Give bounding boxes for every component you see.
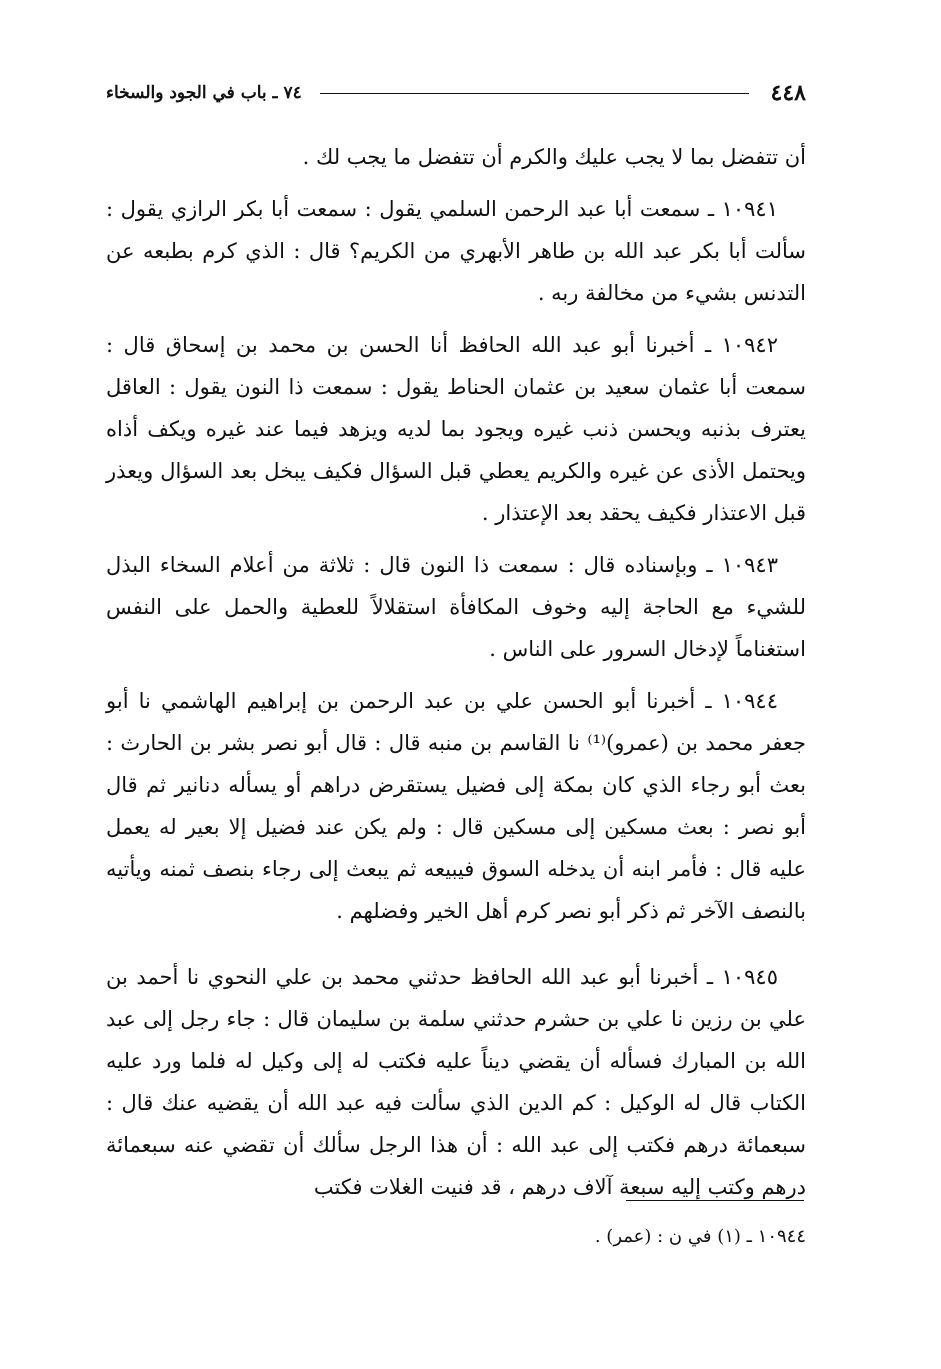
page-body (106, 136, 806, 1218)
paragraph-continuation: أن تتفضل بما لا يجب عليك والكرم أن تتفضل ما يجب لك . (302, 145, 806, 169)
paragraph-10943: ١٠٩٤٣ ـ وبإسناده قال : سمعت ذا النون قال : ثلاثة من أعلام السخاء البذل للشيء مع الحاجة إليه وخوف المكافأة استقلالاً للعطية والحمل على النفس استغناماً لإدخال السرور على الناس . (106, 553, 806, 661)
paragraph-10942: ١٠٩٤٢ ـ أخبرنا أبو عبد الله الحافظ أنا الحسن بن محمد بن إسحاق قال : سمعت أبا عثمان سعيد بن عثمان الحناط يقول : سمعت ذا النون يقول : العاقل يعترف بذنبه ويحسن ذنب غيره ويجود بما لديه ويزهد فيما عند غيره ويكف أذاه ويحتمل الأذى عن غيره والكريم يعطي قبل السؤال فكيف يبخل بعد السؤال ويعذر قبل الاعتذار فكيف يحقد بعد الإعتذار . (106, 333, 806, 525)
paragraph-10941: ١٠٩٤١ ـ سمعت أبا عبد الرحمن السلمي يقول : سمعت أبا بكر الرازي يقول : سألت أبا بكر عبد الله بن طاهر الأبهري من الكريم؟ قال : الذي كرم بطبعه عن التدنس بشيء من مخالفة ربه . (106, 197, 806, 305)
footnote-rule (626, 1200, 804, 1201)
page-number: ٤٤٨ (770, 80, 806, 106)
running-title: ٧٤ ـ باب في الجود والسخاء (106, 83, 302, 103)
page-header (106, 78, 806, 108)
paragraph-10945: ١٠٩٤٥ ـ أخبرنا أبو عبد الله الحافظ حدثني محمد بن علي النحوي نا أحمد بن علي بن رزين نا علي بن حشرم حدثني سلمة بن سليمان قال : جاء رجل إلى عبد الله بن المبارك فسأله أن يقضي ديناً عليه فكتب له إلى وكيل له فلما ورد عليه الكتاب قال له الوكيل : كم الدين الذي سألت فيه عبد الله أن يقضيه عنك قال : سبعمائة درهم فكتب إلى عبد الله : أن هذا الرجل سألك أن تقضي عنه سبعمائة درهم وكتب إليه سبعة آلاف درهم ، قد فنيت الغلات فكتب (106, 965, 806, 1199)
footnote: ١٠٩٤٤ ـ (١) في ن : (عمر) . (594, 1226, 806, 1247)
paragraph-10944: ١٠٩٤٤ ـ أخبرنا أبو الحسن علي بن عبد الرحمن بن إبراهيم الهاشمي نا أبو جعفر محمد بن (عمرو)⁽¹⁾ نا القاسم بن منبه قال : قال أبو نصر بشر بن الحارث : بعث أبو رجاء الذي كان بمكة إلى فضيل يستقرض دراهم أو يسأله دنانير ثم قال أبو نصر : بعث مسكين إلى مسكين قال : ولم يكن عند فضيل إلا بعير له يعمل عليه قال : فأمر ابنه أن يدخله السوق فيبيعه ثم يبعث إلى رجاء بنصف ثمنه ويأتيه بالنصف الآخر ثم ذكر أبو نصر كرم أهل الخير وفضلهم . (106, 689, 806, 923)
header-rule (320, 93, 749, 94)
